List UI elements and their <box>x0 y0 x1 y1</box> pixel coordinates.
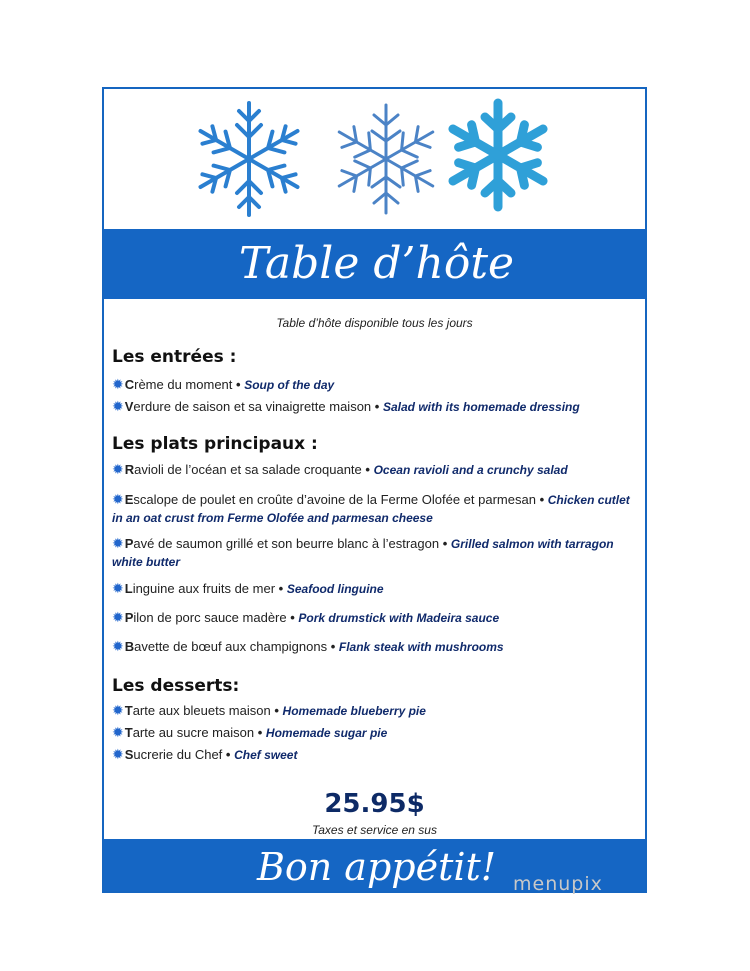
snowflake-bullet-icon: ✹ <box>112 398 124 414</box>
menu-item: ✹Bavette de bœuf aux champignons • Flank steak with mushrooms <box>112 638 504 654</box>
menu-item: ✹Escalope de poulet en croûte d’avoine de la Ferme Olofée et parmesan • Chicken cutlet in an oat crust from Ferme Olofée and parmesan cheese <box>112 491 630 525</box>
footer-greeting: Bon appétit! <box>104 839 647 893</box>
menu-price: 25.95$ <box>324 789 425 819</box>
menu-page <box>102 87 647 893</box>
menu-item: ✹Sucrerie du Chef • Chef sweet <box>112 746 298 762</box>
menu-item: ✹Linguine aux fruits de mer • Seafood linguine <box>112 580 384 596</box>
snowflake-icon <box>446 103 549 207</box>
menu-item: ✹Ravioli de l’océan et sa salade croquante • Ocean ravioli and a crunchy salad <box>112 461 568 477</box>
menu-item: ✹Verdure de saison et sa vinaigrette maison • Salad with its homemade dressing <box>112 398 580 414</box>
snowflake-bullet-icon: ✹ <box>112 461 124 477</box>
snowflake-bullet-icon: ✹ <box>112 491 124 507</box>
snowflake-bullet-icon: ✹ <box>112 609 124 625</box>
watermark: menupix <box>513 873 603 895</box>
menu-item: ✹Pavé de saumon grillé et son beurre blanc à l’estragon • Grilled salmon with tarragon white butter <box>112 535 614 569</box>
snowflake-icon <box>332 105 440 213</box>
snowflake-bullet-icon: ✹ <box>112 702 124 718</box>
snowflake-bullet-icon: ✹ <box>112 746 124 762</box>
snowflake-bullet-icon: ✹ <box>112 376 124 392</box>
menu-subtitle: Table d’hôte disponible tous les jours <box>276 316 473 330</box>
snowflake-decoration <box>104 89 647 229</box>
snowflake-icon <box>195 103 304 215</box>
section-title-plats: Les plats principaux : <box>112 434 318 454</box>
menu-title: Table d’hôte <box>104 229 647 299</box>
snowflake-bullet-icon: ✹ <box>112 638 124 654</box>
snowflake-bullet-icon: ✹ <box>112 724 124 740</box>
section-title-entrees: Les entrées : <box>112 347 237 367</box>
tax-note: Taxes et service en sus <box>312 823 437 837</box>
menu-item: ✹Pilon de porc sauce madère • Pork drumstick with Madeira sauce <box>112 609 500 625</box>
snowflake-bullet-icon: ✹ <box>112 580 124 596</box>
menu-item: ✹Tarte au sucre maison • Homemade sugar pie <box>112 724 388 740</box>
section-title-desserts: Les desserts: <box>112 676 240 696</box>
snowflake-bullet-icon: ✹ <box>112 535 124 551</box>
menu-item: ✹Tarte aux bleuets maison • Homemade blueberry pie <box>112 702 426 718</box>
menu-item: ✹Crème du moment • Soup of the day <box>112 376 335 392</box>
